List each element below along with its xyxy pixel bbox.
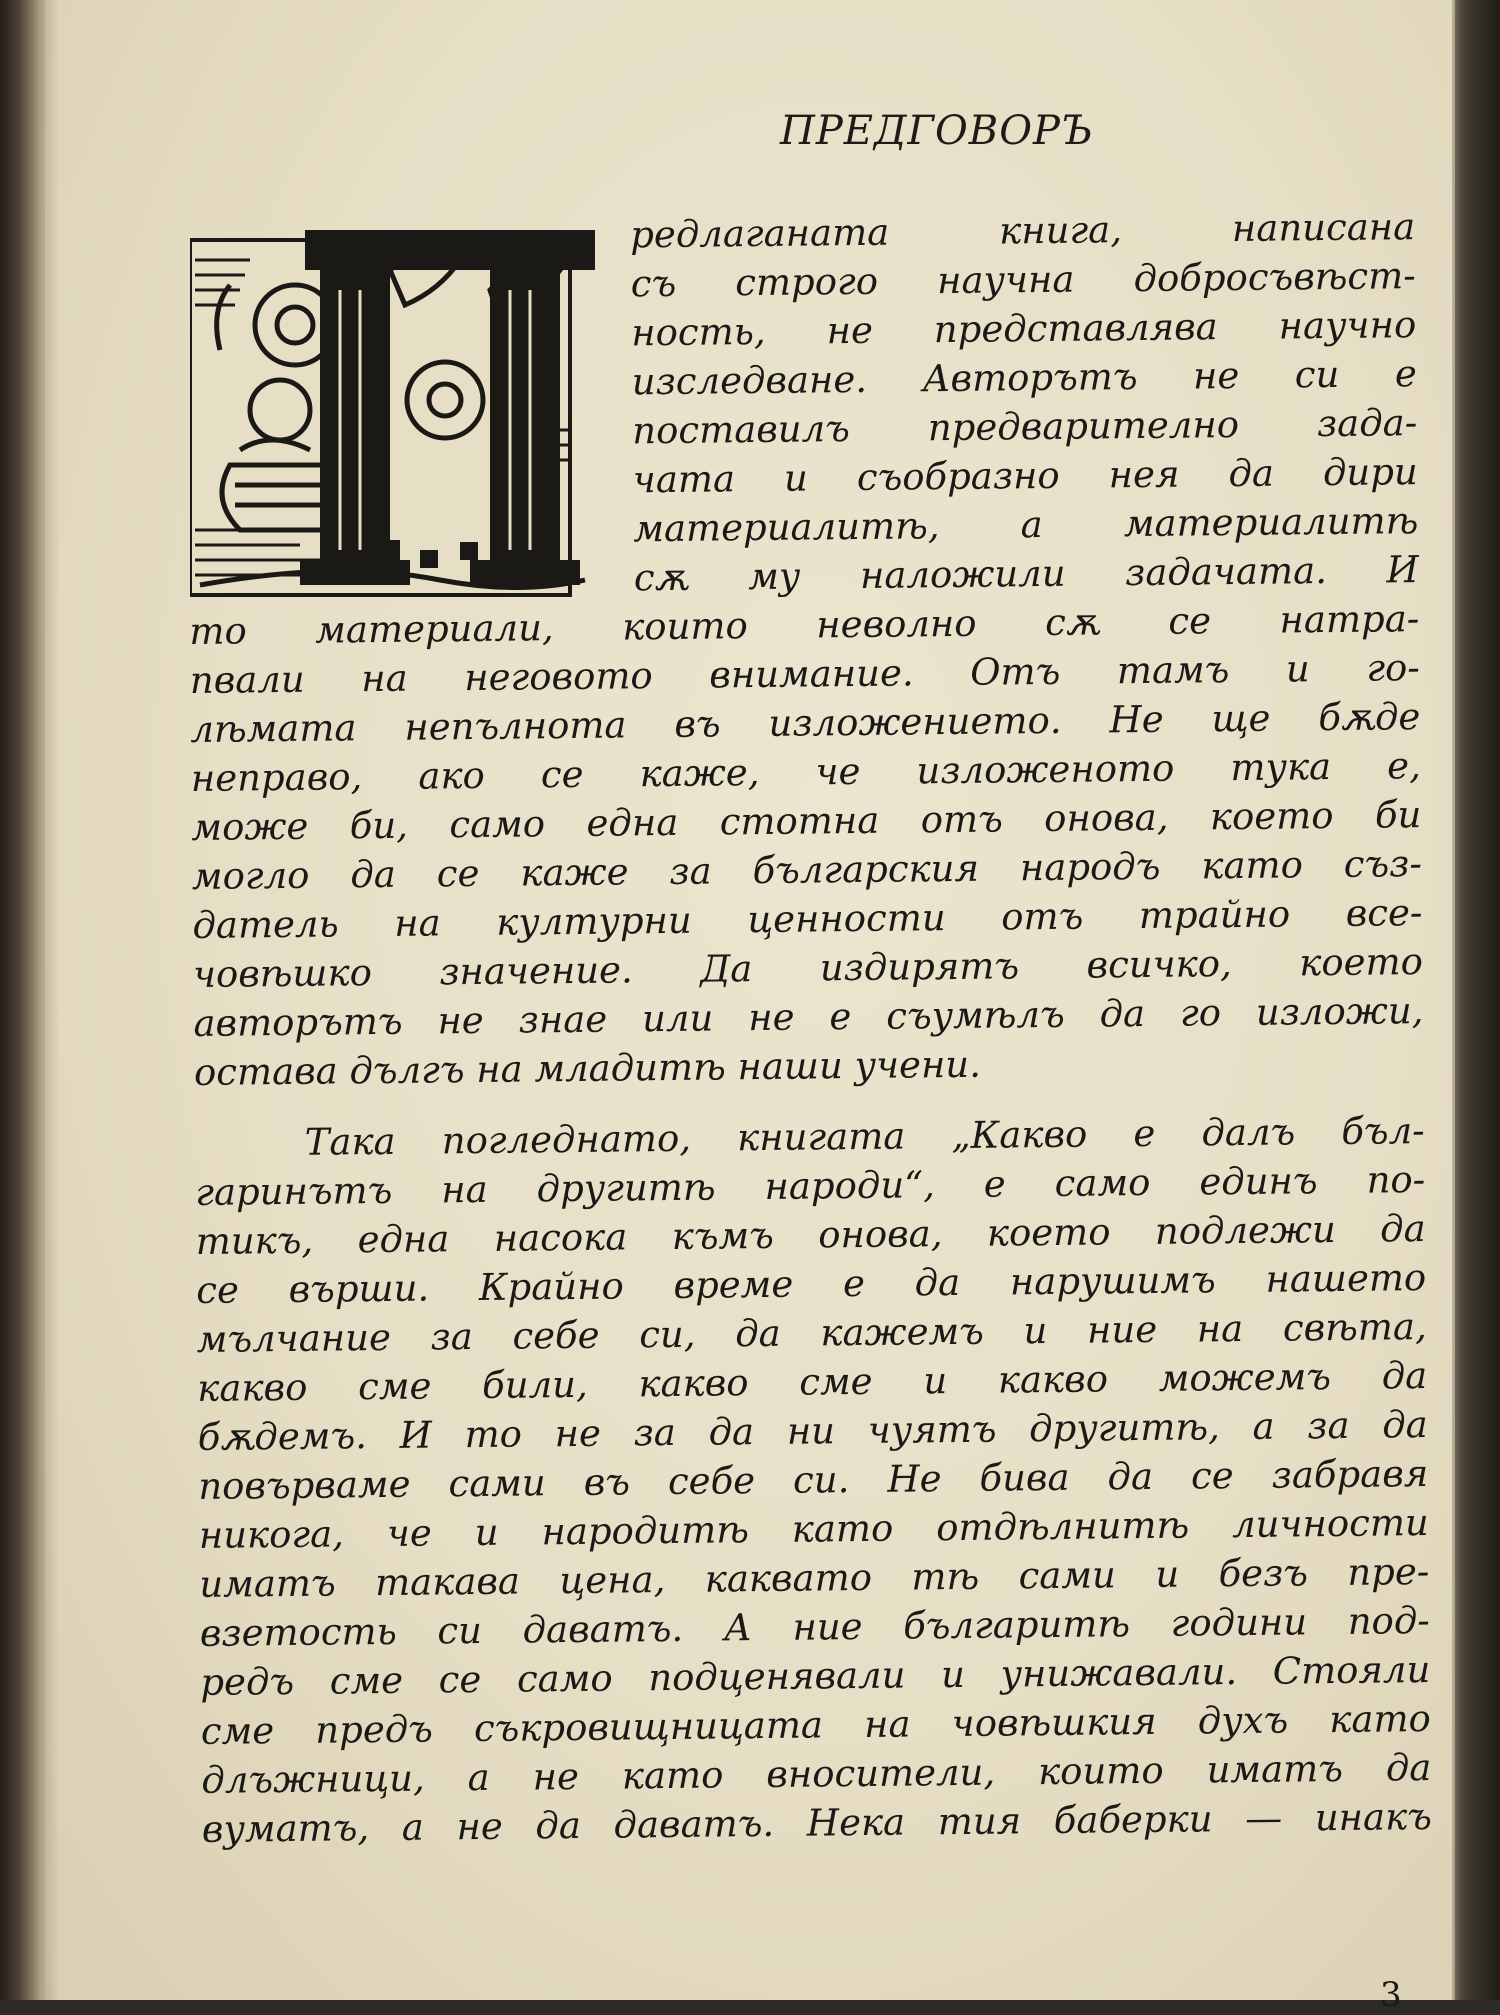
- text-line: съ строго научна добросъвѣст-: [630, 254, 1416, 306]
- text-line: сѫ му наложили задачата. И: [633, 548, 1420, 600]
- text-line: могло да се каже за българския народъ като съз-: [191, 842, 1423, 898]
- text-line: се върши. Крайно време е да нарушимъ нашето: [196, 1256, 1427, 1312]
- text-line: никога, че и народитѣ като отдѣлнитѣ личности: [198, 1501, 1429, 1557]
- text-line: вуматъ, а не да даватъ. Нека тия баберки — инакъ: [201, 1795, 1433, 1851]
- text-line: редлаганата книга, написана: [630, 205, 1416, 257]
- page-edge: [1452, 0, 1500, 2000]
- text-line: тикъ, една насока къмъ онова, което подлежи да: [195, 1207, 1426, 1263]
- text-line: повървамe сами въ себе си. Не бива да се забравя: [198, 1452, 1429, 1508]
- page-title: ПРЕДГОВОРЪ: [780, 108, 1094, 154]
- text-line: гаринътъ на другитѣ народи“, е само единъ по-: [195, 1158, 1426, 1214]
- text-line: длъжници, а не като вносители, които иматъ да: [201, 1746, 1432, 1802]
- text-line: датель на културни ценности отъ трайно все-: [192, 891, 1423, 947]
- text-line: изследване. Авторътъ не си е: [631, 352, 1417, 404]
- spine-shadow: [0, 0, 60, 2000]
- text-line: остава дългъ на младитѣ наши учени.: [193, 1042, 982, 1094]
- text-line: какво сме били, какво сме и какво можемъ да: [197, 1354, 1428, 1410]
- text-line: сме предъ съкровищницата на човѣшкия духъ като: [200, 1697, 1432, 1753]
- text-line: лѣмата непълнота въ изложението. Не ще бѫде: [190, 695, 1421, 751]
- text-line: иматъ такава цена, каквато тѣ сами и безъ пре-: [199, 1550, 1430, 1606]
- text-line: то материали, които неволно сѫ се натра-: [189, 597, 1420, 653]
- text-line: човѣшко значение. Да издирятъ всичко, което: [192, 940, 1424, 996]
- text-line: материалитѣ, а материалитѣ: [633, 499, 1419, 551]
- text-line: бѫдемъ. И то не за да ни чуятъ другитѣ, а за да: [197, 1403, 1428, 1459]
- text-line: мълчание за себе си, да кажемъ и ние на свѣта,: [196, 1305, 1427, 1361]
- preface-text: [185, 202, 1432, 1854]
- book-page: [45, 0, 1455, 2015]
- text-line: ность, не представлява научно: [631, 303, 1417, 355]
- text-line: Така погледнато, книгата „Какво е далъ бъл-: [304, 1109, 1425, 1164]
- text-line: взетость си даватъ. А ние българитѣ години под-: [199, 1599, 1431, 1655]
- page-number: 3: [1380, 1975, 1402, 2015]
- text-line: чата и съобразно нея да дири: [632, 450, 1418, 502]
- text-line: поставилъ предварително зада-: [632, 401, 1418, 453]
- text-line: редъ сме се само подценявали и унижавали. Стояли: [200, 1648, 1431, 1704]
- text-line: пвали на неговото внимание. Отъ тамъ и го-: [189, 646, 1421, 702]
- text-line: неправо, ако се каже, че изложеното тука е,: [190, 744, 1422, 800]
- text-line: авторътъ не знае или не е съумѣлъ да го изложи,: [193, 989, 1424, 1045]
- text-line: може би, само една стотна отъ онова, което би: [191, 793, 1422, 849]
